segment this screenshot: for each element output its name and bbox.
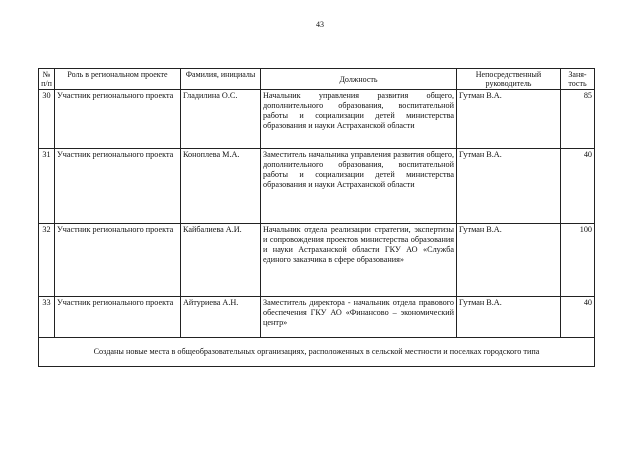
row-name: Айтуриева А.Н.: [181, 297, 261, 338]
row-num: 31: [39, 149, 55, 224]
row-employment: 40: [561, 297, 595, 338]
table-header-row: [39, 69, 595, 90]
row-role: Участник регионального проекта: [55, 224, 181, 297]
header-num: № п/п: [39, 69, 55, 90]
table-row: [39, 297, 595, 338]
row-role: Участник регионального проекта: [55, 297, 181, 338]
row-position: Начальник управления развития общего, дополнительного образования, воспитательной работы и социализации детей министерства образования и науки Астраханской области: [261, 90, 457, 149]
row-num: 30: [39, 90, 55, 149]
row-name: Гладилина О.С.: [181, 90, 261, 149]
header-name: Фамилия, инициалы: [181, 69, 261, 90]
header-role: Роль в региональном проекте: [55, 69, 181, 90]
table-row: [39, 149, 595, 224]
row-employment: 100: [561, 224, 595, 297]
header-position: Должность: [261, 69, 457, 90]
row-employment: 85: [561, 90, 595, 149]
table-row: [39, 90, 595, 149]
row-position: Начальник отдела реализации стратегии, экспертизы и сопровождения проектов министерства образования и науки Астраханской области ГКУ АО «Служба единого заказчика в сфере образования»: [261, 224, 457, 297]
row-supervisor: Гутман В.А.: [457, 90, 561, 149]
participants-table: [38, 68, 595, 367]
row-supervisor: Гутман В.А.: [457, 149, 561, 224]
summary-row: [39, 338, 595, 367]
table-row: [39, 224, 595, 297]
row-role: Участник регионального проекта: [55, 149, 181, 224]
page-number: 43: [316, 20, 324, 29]
row-supervisor: Гутман В.А.: [457, 224, 561, 297]
summary-text: Созданы новые места в общеобразовательных организациях, расположенных в сельской местности и поселках городского типа: [39, 338, 595, 367]
row-name: Коноплева М.А.: [181, 149, 261, 224]
row-name: Кайбалиева А.И.: [181, 224, 261, 297]
row-position: Заместитель начальника управления развития общего, дополнительного образования, воспитательной работы и социализации детей министерства образования и науки Астраханской области: [261, 149, 457, 224]
header-supervisor: Непосредственный руководитель: [457, 69, 561, 90]
header-employment: Заня-тость: [561, 69, 595, 90]
row-employment: 40: [561, 149, 595, 224]
row-position: Заместитель директора - начальник отдела правового обеспечения ГКУ АО «Финансово – экономический центр»: [261, 297, 457, 338]
row-num: 32: [39, 224, 55, 297]
row-num: 33: [39, 297, 55, 338]
row-supervisor: Гутман В.А.: [457, 297, 561, 338]
row-role: Участник регионального проекта: [55, 90, 181, 149]
